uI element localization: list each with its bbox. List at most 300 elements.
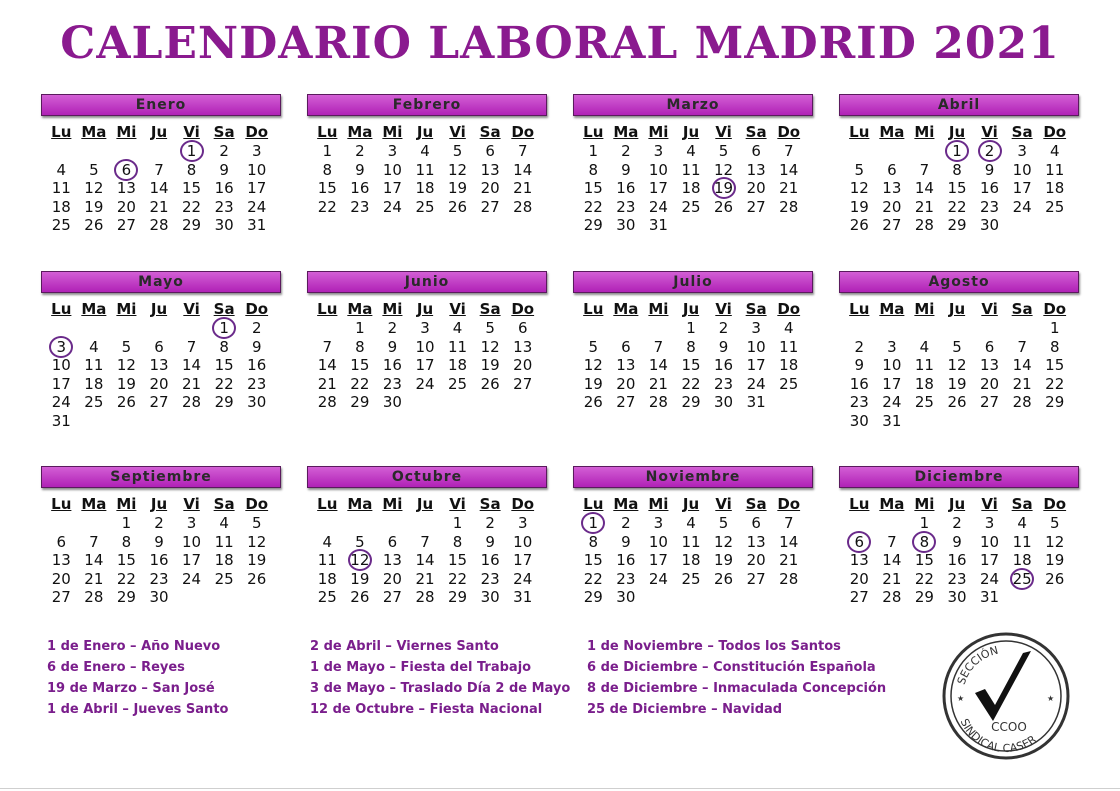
legend-item: 6 de Enero – Reyes [47, 660, 185, 675]
calendar-day: 4 [89, 337, 99, 356]
calendar-day: 2 [952, 514, 962, 532]
calendar-day: 1 [121, 514, 132, 532]
month-header: Abril [839, 94, 1079, 116]
calendar-day: 18 [84, 374, 104, 393]
calendar-day: 21 [779, 551, 799, 569]
calendar-day: 3 [653, 514, 664, 532]
calendar-day: 23 [714, 374, 734, 393]
weekday-label: Lu [317, 300, 338, 318]
calendar-day: 12 [448, 160, 468, 179]
calendar-day: 18 [779, 356, 799, 374]
weekday-label: Do [245, 123, 269, 141]
calendar-day: 19 [714, 551, 734, 569]
calendar-day: 12 [116, 356, 136, 374]
calendar-day: 2 [154, 514, 164, 532]
legend-item: 1 de Mayo – Fiesta del Trabajo [310, 660, 532, 675]
calendar-day: 6 [984, 337, 995, 356]
calendar-day: 15 [182, 179, 202, 197]
calendar-day: 28 [149, 216, 169, 234]
month-octubre [307, 466, 547, 607]
holiday-day: 12 [344, 551, 377, 570]
legend-column-1 [47, 636, 228, 720]
calendar-day: 12 [714, 160, 734, 179]
calendar-day: 14 [648, 356, 668, 374]
calendar-day: 5 [854, 160, 865, 179]
calendar-day: 7 [1017, 337, 1027, 356]
legend-item: 12 de Octubre – Fiesta Nacional [310, 702, 543, 717]
empty-cell [843, 319, 876, 338]
calendar-day: 16 [714, 356, 734, 374]
legend-item: 6 de Diciembre – Constitución Española [587, 660, 876, 675]
calendar-day: 7 [322, 337, 333, 356]
calendar-day: 3 [251, 142, 262, 160]
weekday-label: Mi [382, 300, 403, 318]
calendar-day: 2 [621, 514, 631, 532]
calendar-day: 18 [1012, 551, 1032, 569]
weekday-label: Mi [382, 123, 403, 141]
calendar-day: 20 [51, 569, 71, 588]
calendar-day: 4 [56, 160, 67, 179]
calendar-day: 9 [387, 337, 398, 356]
calendar-day: 25 [84, 393, 104, 411]
weekday-label: Ju [948, 300, 966, 318]
holiday-day: 6 [843, 533, 876, 552]
calendar-day: 11 [779, 337, 799, 356]
calendar-day: 7 [783, 514, 794, 532]
calendar-day: 5 [588, 337, 599, 356]
legend-item: 8 de Diciembre – Inmaculada Concepción [587, 681, 887, 696]
legend-item: 19 de Marzo – San José [47, 681, 215, 696]
calendar-day: 31 [51, 411, 71, 430]
calendar-day: 3 [887, 337, 897, 356]
calendar-day: 10 [382, 160, 402, 179]
weekday-label: Sa [1011, 123, 1033, 141]
calendar-day: 10 [1012, 160, 1032, 179]
calendar-day: 24 [182, 569, 202, 588]
calendar-day: 28 [415, 588, 435, 606]
calendar-day: 16 [350, 179, 370, 197]
stamp-center-text: CCOO [991, 720, 1027, 734]
weekday-label: Lu [317, 123, 338, 141]
holiday-day: 25 [1006, 570, 1039, 589]
calendar-day: 17 [648, 551, 668, 569]
calendar-day: 15 [317, 179, 337, 197]
calendar-day: 3 [653, 142, 664, 160]
calendar-day: 28 [182, 393, 202, 411]
weekday-label: Ma [879, 300, 905, 318]
weekday-label: Do [245, 300, 269, 318]
calendar-day: 6 [387, 532, 398, 551]
calendar-day: 29 [681, 393, 701, 411]
holiday-day: 6 [110, 161, 143, 180]
calendar-day: 30 [149, 588, 169, 606]
calendar-day: 8 [452, 532, 463, 551]
weekday-label: Do [245, 495, 269, 513]
calendar-day: 22 [350, 374, 370, 393]
weekday-label: Do [511, 300, 535, 318]
calendar-day: 7 [186, 337, 197, 356]
calendar-day: 24 [415, 374, 435, 393]
calendar-day: 13 [980, 356, 1000, 374]
calendar-day: 1 [686, 319, 696, 337]
calendar-day: 16 [382, 356, 402, 374]
empty-cell [344, 514, 377, 533]
calendar-day: 17 [882, 374, 902, 393]
calendar-day: 18 [681, 179, 701, 197]
calendar-day: 19 [84, 197, 104, 216]
month-days-grid [45, 122, 273, 235]
calendar-day: 22 [914, 569, 934, 588]
month-noviembre [573, 466, 813, 607]
calendar-day: 23 [382, 374, 402, 393]
calendar-day: 16 [980, 179, 1000, 197]
calendar-day: 15 [583, 179, 603, 197]
calendar-day: 19 [583, 374, 603, 393]
calendar-day: 4 [686, 514, 696, 532]
calendar-day: 26 [247, 569, 267, 588]
calendar-day: 21 [1012, 374, 1032, 393]
weekday-label: Sa [479, 123, 501, 141]
empty-cell [876, 319, 909, 338]
weekday-label: Ju [948, 123, 966, 141]
calendar-day: 4 [1017, 514, 1027, 532]
calendar-day: 11 [415, 160, 435, 179]
empty-cell [876, 514, 909, 533]
ccoo-stamp-logo [941, 631, 1071, 761]
calendar-day: 10 [247, 160, 267, 179]
calendar-day: 14 [149, 179, 169, 197]
star-icon: ★ [957, 694, 965, 703]
calendar-day: 25 [214, 569, 234, 588]
calendar-day: 31 [882, 411, 902, 430]
calendar-day: 26 [849, 216, 869, 234]
calendar-day: 12 [247, 532, 267, 551]
month-header: Mayo [41, 271, 281, 293]
calendar-day: 31 [980, 588, 1000, 606]
weekday-label: Mi [116, 300, 137, 318]
calendar-day: 15 [350, 356, 370, 374]
empty-cell [973, 319, 1006, 338]
weekday-label: Mi [648, 123, 669, 141]
calendar-day: 23 [849, 393, 869, 411]
calendar-day: 25 [681, 197, 701, 216]
legend-item: 25 de Diciembre – Navidad [587, 702, 783, 717]
month-days-grid [45, 494, 273, 607]
calendar-day: 7 [154, 160, 164, 179]
weekday-label: Ma [81, 300, 107, 318]
calendar-day: 18 [214, 551, 234, 569]
page-title: CALENDARIO LABORAL MADRID 2021 [60, 18, 1060, 69]
calendar-day: 27 [480, 197, 500, 216]
calendar-day: 29 [350, 393, 370, 411]
month-junio [307, 271, 547, 412]
weekday-label: Mi [116, 495, 137, 513]
calendar-day: 25 [914, 393, 934, 411]
calendar-day: 22 [947, 197, 967, 216]
calendar-day: 4 [1049, 142, 1060, 160]
empty-cell [843, 142, 876, 161]
calendar-day: 10 [980, 532, 1000, 551]
calendar-day: 3 [984, 514, 995, 532]
month-abril [839, 94, 1079, 235]
month-days-grid [843, 122, 1071, 235]
calendar-day: 9 [621, 532, 631, 551]
calendar-day: 28 [779, 569, 799, 588]
month-agosto [839, 271, 1079, 430]
calendar-day: 19 [116, 374, 136, 393]
month-julio [573, 271, 813, 412]
month-header: Enero [41, 94, 281, 116]
weekday-label: Vi [449, 300, 466, 318]
calendar-day: 17 [51, 374, 71, 393]
calendar-day: 24 [648, 197, 668, 216]
calendar-day: 28 [513, 197, 533, 216]
calendar-day: 6 [887, 160, 897, 179]
weekday-label: Ma [879, 495, 905, 513]
calendar-day: 30 [714, 393, 734, 411]
calendar-day: 15 [116, 551, 136, 569]
calendar-day: 24 [247, 197, 267, 216]
calendar-day: 1 [1049, 319, 1060, 337]
calendar-day: 17 [415, 356, 435, 374]
calendar-day: 18 [1045, 179, 1065, 197]
month-febrero [307, 94, 547, 216]
weekday-label: Ju [416, 300, 434, 318]
month-days-grid [843, 494, 1071, 607]
calendar-day: 10 [648, 532, 668, 551]
calendar-day: 3 [1017, 142, 1027, 160]
month-header: Junio [307, 271, 547, 293]
calendar-day: 25 [51, 216, 71, 234]
calendar-day: 13 [746, 160, 766, 179]
calendar-day: 24 [980, 569, 1000, 588]
calendar-day: 9 [984, 160, 995, 179]
weekday-label: Do [777, 300, 801, 318]
empty-cell [577, 319, 610, 338]
calendar-day: 27 [746, 197, 766, 216]
calendar-day: 12 [480, 337, 500, 356]
empty-cell [175, 319, 208, 338]
calendar-day: 11 [214, 532, 234, 551]
calendar-day: 27 [616, 393, 636, 411]
calendar-day: 15 [914, 551, 934, 569]
calendar-day: 14 [914, 179, 934, 197]
calendar-day: 18 [415, 179, 435, 197]
weekday-label: Sa [745, 123, 767, 141]
calendar-day: 2 [485, 514, 495, 532]
calendar-day: 24 [513, 569, 533, 588]
calendar-day: 12 [1045, 532, 1065, 551]
calendar-day: 14 [513, 160, 533, 179]
calendar-day: 8 [121, 532, 132, 551]
calendar-day: 22 [583, 197, 603, 216]
calendar-day: 12 [849, 179, 869, 197]
calendar-day: 24 [746, 374, 766, 393]
empty-cell [941, 319, 974, 338]
weekday-label: Vi [183, 123, 200, 141]
calendar-day: 27 [882, 216, 902, 234]
calendar-day: 30 [947, 588, 967, 606]
empty-cell [143, 142, 176, 161]
weekday-label: Do [1043, 123, 1067, 141]
weekday-label: Ju [682, 123, 700, 141]
calendar-day: 12 [84, 179, 104, 197]
calendar-day: 12 [583, 356, 603, 374]
calendar-day: 13 [746, 532, 766, 551]
calendar-day: 1 [322, 142, 333, 160]
calendar-day: 20 [616, 374, 636, 393]
calendar-day: 14 [779, 532, 799, 551]
month-days-grid [311, 122, 539, 216]
weekday-label: Ju [682, 495, 700, 513]
calendar-day: 6 [751, 514, 761, 532]
calendar-day: 23 [616, 197, 636, 216]
month-days-grid [311, 494, 539, 607]
calendar-day: 2 [854, 337, 865, 356]
calendar-day: 6 [517, 319, 528, 337]
calendar-day: 7 [420, 532, 430, 551]
calendar-day: 11 [51, 179, 71, 197]
calendar-day: 20 [980, 374, 1000, 393]
holiday-day: 1 [175, 142, 208, 161]
calendar-day: 7 [887, 532, 897, 551]
calendar-day: 2 [251, 319, 262, 337]
weekday-label: Sa [1011, 300, 1033, 318]
calendar-day: 29 [583, 588, 603, 606]
calendar-day: 7 [89, 532, 99, 551]
empty-cell [1006, 319, 1039, 338]
calendar-day: 22 [448, 569, 468, 588]
weekday-label: Ma [879, 123, 905, 141]
calendar-day: 16 [616, 179, 636, 197]
calendar-day: 17 [513, 551, 533, 569]
calendar-day: 8 [322, 160, 333, 179]
calendar-day: 7 [653, 337, 664, 356]
calendar-day: 23 [214, 197, 234, 216]
empty-cell [45, 142, 78, 161]
calendar-day: 7 [517, 142, 528, 160]
calendar-day: 17 [382, 179, 402, 197]
divider [0, 788, 1120, 789]
legend-item: 1 de Noviembre – Todos los Santos [587, 639, 841, 654]
calendar-day: 15 [947, 179, 967, 197]
weekday-label: Sa [745, 300, 767, 318]
weekday-label: Vi [449, 123, 466, 141]
calendar-day: 19 [448, 179, 468, 197]
calendar-day: 14 [415, 551, 435, 569]
empty-cell [642, 319, 675, 338]
calendar-day: 21 [182, 374, 202, 393]
calendar-day: 6 [751, 142, 761, 160]
calendar-day: 5 [355, 532, 365, 551]
calendar-day: 21 [317, 374, 337, 393]
calendar-day: 21 [415, 569, 435, 588]
empty-cell [45, 514, 78, 533]
calendar-day: 10 [415, 337, 435, 356]
empty-cell [78, 514, 111, 533]
calendar-day: 19 [1045, 551, 1065, 569]
calendar-day: 19 [849, 197, 869, 216]
calendar-day: 29 [214, 393, 234, 411]
calendar-day: 21 [779, 179, 799, 197]
calendar-day: 4 [420, 142, 430, 160]
calendar-day: 20 [382, 569, 402, 588]
calendar-day: 8 [952, 160, 962, 179]
weekday-label: Ju [150, 495, 168, 513]
calendar-day: 9 [251, 337, 262, 356]
weekday-label: Lu [51, 495, 72, 513]
empty-cell [843, 514, 876, 533]
calendar-day: 26 [480, 374, 500, 393]
weekday-label: Ju [416, 495, 434, 513]
calendar-day: 10 [513, 532, 533, 551]
month-days-grid [577, 299, 805, 412]
calendar-day: 16 [480, 551, 500, 569]
calendar-day: 27 [849, 588, 869, 606]
calendar-day: 1 [355, 319, 365, 337]
weekday-label: Vi [183, 300, 200, 318]
empty-cell [610, 319, 643, 338]
weekday-label: Ma [347, 300, 373, 318]
calendar-day: 31 [247, 216, 267, 234]
calendar-day: 20 [149, 374, 169, 393]
month-days-grid [45, 299, 273, 430]
calendar-day: 29 [448, 588, 468, 606]
calendar-day: 2 [621, 142, 631, 160]
calendar-day: 11 [681, 532, 701, 551]
calendar-day: 31 [513, 588, 533, 606]
calendar-day: 10 [882, 356, 902, 374]
calendar-day: 26 [350, 588, 370, 606]
calendar-day: 21 [84, 569, 104, 588]
weekday-label: Vi [981, 495, 998, 513]
calendar-day: 8 [588, 160, 599, 179]
calendar-day: 24 [882, 393, 902, 411]
calendar-day: 8 [1049, 337, 1060, 356]
calendar-day: 14 [84, 551, 104, 569]
stamp-bottom-text: SINDICAL CASER [957, 716, 1039, 756]
empty-cell [908, 142, 941, 161]
weekday-label: Do [777, 495, 801, 513]
holiday-day: 1 [577, 514, 610, 533]
weekday-label: Vi [449, 495, 466, 513]
calendar-day: 28 [84, 588, 104, 606]
calendar-day: 10 [648, 160, 668, 179]
weekday-label: Mi [116, 123, 137, 141]
calendar-day: 7 [919, 160, 930, 179]
weekday-label: Mi [648, 300, 669, 318]
weekday-label: Lu [583, 495, 604, 513]
calendar-day: 11 [1045, 160, 1065, 179]
calendar-day: 30 [214, 216, 234, 234]
calendar-day: 15 [583, 551, 603, 569]
month-header: Marzo [573, 94, 813, 116]
month-mayo [41, 271, 281, 430]
calendar-day: 11 [317, 551, 337, 569]
calendar-day: 24 [648, 569, 668, 588]
weekday-label: Lu [51, 300, 72, 318]
weekday-label: Sa [479, 300, 501, 318]
calendar-day: 28 [1012, 393, 1032, 411]
calendar-day: 22 [214, 374, 234, 393]
calendar-day: 2 [355, 142, 365, 160]
weekday-label: Lu [849, 300, 870, 318]
calendar-day: 13 [480, 160, 500, 179]
weekday-label: Ma [613, 123, 639, 141]
calendar-day: 22 [116, 569, 136, 588]
calendar-day: 14 [317, 356, 337, 374]
calendar-day: 18 [681, 551, 701, 569]
